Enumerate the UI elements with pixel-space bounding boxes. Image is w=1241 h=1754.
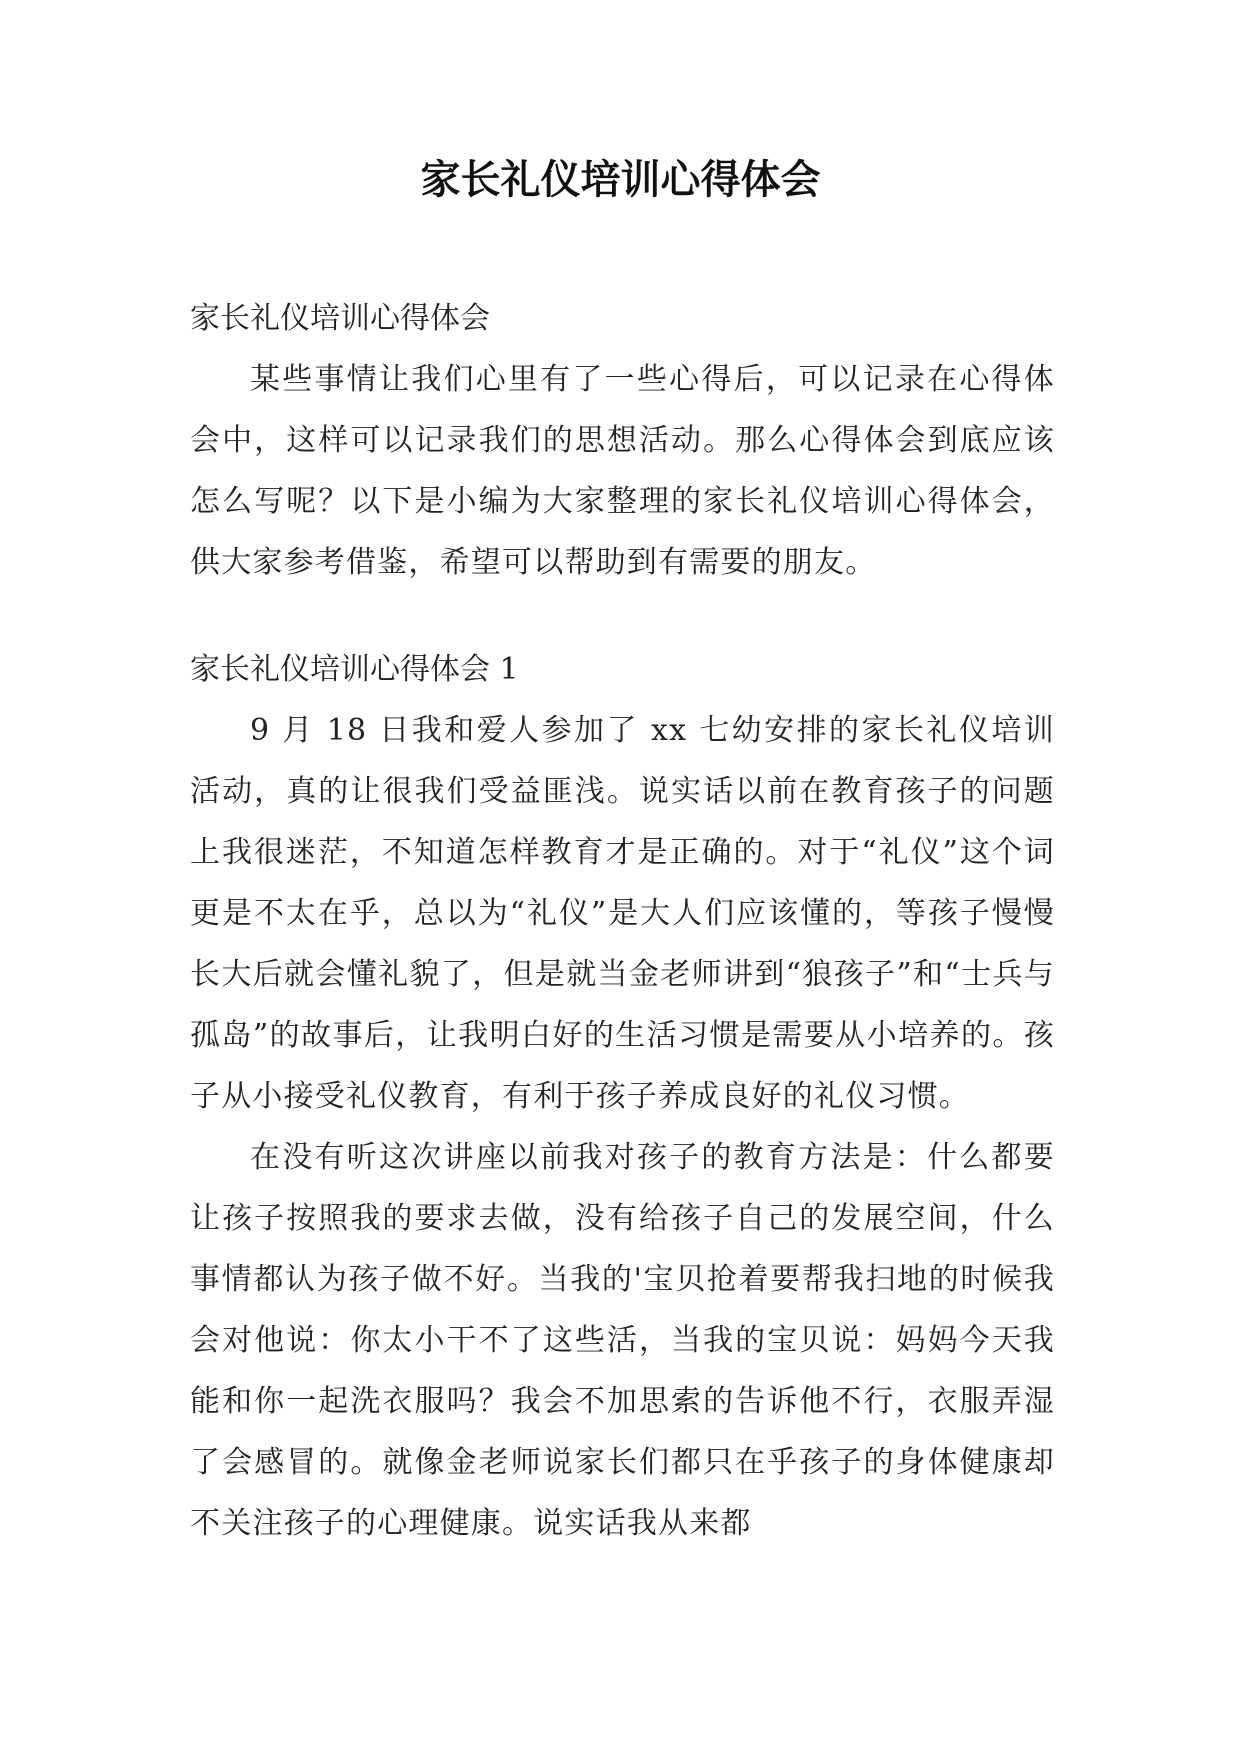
intro-paragraph: 某些事情让我们心里有了一些心得后，可以记录在心得体会中，这样可以记录我们的思想活动。那么心得体会到底应该怎么写呢？以下是小编为大家整理的家长礼仪培训心得体会，供大家参考借鉴，希望可以帮助到有需要的朋友。 <box>190 362 1055 580</box>
section-1-heading: 家长礼仪培训心得体会 1 <box>190 652 519 687</box>
intro-section <box>190 288 1055 593</box>
section-1-paragraph-1: 9 月 18 日我和爱人参加了 xx 七幼安排的家长礼仪培训活动，真的让很我们受益匪浅。说实话以前在教育孩子的问题上我很迷茫，不知道怎样教育才是正确的。对于“礼仪”这个词更是不太在乎，总以为“礼仪”是大人们应该懂的，等孩子慢慢长大后就会懂礼貌了，但是就当金老师讲到“狼孩子”和“士兵与孤岛”的故事后，让我明白好的生活习惯是需要从小培养的。孩子从小接受礼仪教育，有利于孩子养成良好的礼仪习惯。 <box>190 713 1055 1114</box>
intro-heading: 家长礼仪培训心得体会 <box>190 301 490 336</box>
section-1-paragraph-2: 在没有听这次讲座以前我对孩子的教育方法是：什么都要让孩子按照我的要求去做，没有给孩子自己的发展空间，什么事情都认为孩子做不好。当我的'宝贝抢着要帮我扫地的时候我会对他说：你太小干不了这些活，当我的宝贝说：妈妈今天我能和你一起洗衣服吗？我会不加思索的告诉他不行，衣服弄湿了会感冒的。就像金老师说家长们都只在乎孩子的身体健康却不关注孩子的心理健康。说实话我从来都 <box>190 1140 1055 1541</box>
section-1 <box>190 639 1055 1554</box>
document-title: 家长礼仪培训心得体会 <box>420 156 821 203</box>
